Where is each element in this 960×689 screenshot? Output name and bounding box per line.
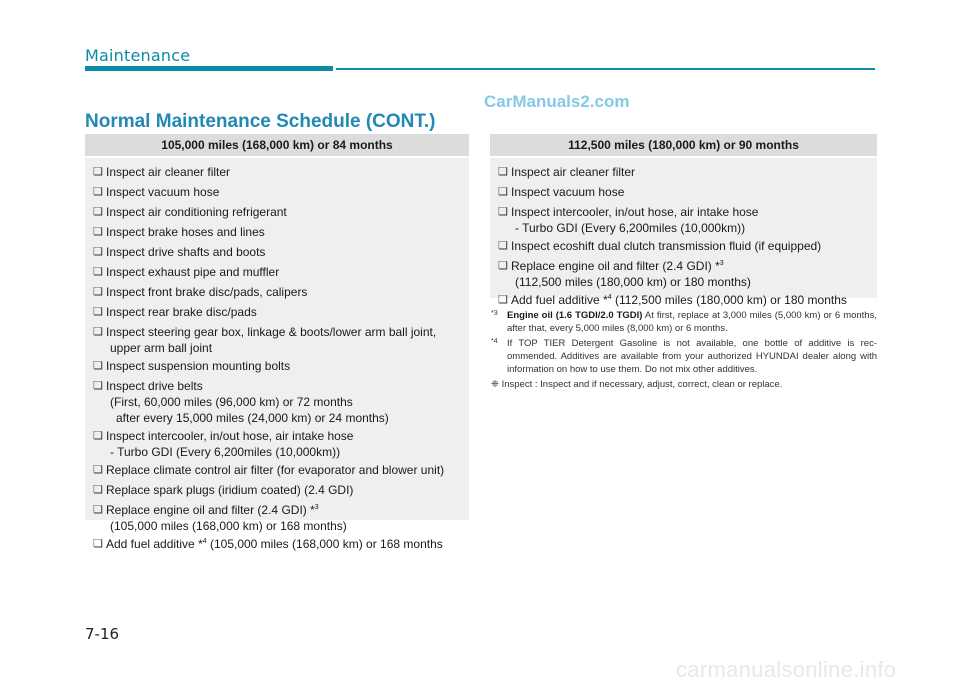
checkbox-icon: ❏: [93, 226, 103, 238]
checkbox-icon: ❏: [498, 240, 508, 252]
list-item: ❏ Replace climate control air filter (for evaporator and blower unit): [85, 460, 469, 480]
checkbox-icon: ❏: [93, 246, 103, 258]
list-item: ❏ Inspect vacuum hose: [490, 182, 877, 202]
list-item: ❏ Inspect drive shafts and boots: [85, 242, 469, 262]
list-item: ❏ Inspect suspension mounting bolts: [85, 356, 469, 376]
schedule-heading: 112,500 miles (180,000 km) or 90 months: [490, 134, 877, 158]
checkbox-icon: ❏: [93, 266, 103, 278]
list-item: ❏ Add fuel additive *$^4$ (105,000 miles (168,000 km) or 168 months: [85, 534, 469, 554]
footnotes: [491, 309, 877, 391]
page-number: 7-16: [85, 625, 120, 643]
checkbox-icon: ❏: [498, 294, 508, 306]
list-item: ❏ Inspect intercooler, in/out hose, air intake hose - Turbo GDI (Every 6,200miles (10,000km)): [498, 205, 759, 235]
footnote-4: *4 If TOP TIER Detergent Gasoline is not available, one bottle of additive is rec-ommended. Additives are available from your authorized HYUNDAI dealer along with information on how to use them. Do not mix other additives.: [491, 338, 877, 375]
watermark-top: CarManuals2.com: [484, 92, 630, 111]
list-item: ❏ Replace engine oil and filter (2.4 GDI) *$^3$ (105,000 miles (168,000 km) or 168 months): [93, 503, 347, 533]
checkbox-icon: ❏: [93, 504, 103, 516]
header-rule-thick: [85, 66, 333, 71]
checkbox-icon: ❏: [93, 380, 103, 392]
list-item: ❏ Inspect steering gear box, linkage & boots/lower arm ball joint, upper arm ball joint: [93, 325, 437, 355]
checkbox-icon: ❏: [93, 186, 103, 198]
checkbox-icon: ❏: [498, 166, 508, 178]
list-item: ❏ Inspect brake hoses and lines: [85, 222, 469, 242]
checkbox-icon: ❏: [93, 538, 103, 550]
header-rule-thin: [336, 68, 875, 70]
checkbox-icon: ❏: [93, 326, 103, 338]
watermark-bottom: carmanualsonline.info: [676, 657, 897, 682]
inspect-note: ❈ Inspect : Inspect and if necessary, adjust, correct, clean or replace.: [491, 379, 783, 390]
list-item: ❏ Inspect air cleaner filter: [490, 162, 877, 182]
footnote-mark: *4: [491, 338, 498, 345]
list-item: ❏ Inspect front brake disc/pads, calipers: [85, 282, 469, 302]
section-label: Maintenance: [85, 46, 191, 65]
checkbox-icon: ❏: [93, 360, 103, 372]
checkbox-icon: ❏: [498, 186, 508, 198]
list-item: ❏ Inspect ecoshift dual clutch transmission fluid (if equipped): [490, 236, 877, 256]
checkbox-icon: ❏: [93, 430, 103, 442]
checklist: [85, 158, 469, 554]
list-item: ❏ Inspect air cleaner filter: [85, 162, 469, 182]
checkbox-icon: ❏: [93, 484, 103, 496]
schedule-box-112500: [490, 134, 877, 307]
checkbox-icon: ❏: [93, 464, 103, 476]
list-item: ❏ Inspect intercooler, in/out hose, air intake hose - Turbo GDI (Every 6,200miles (10,000km)): [93, 429, 354, 459]
checklist: [490, 158, 877, 310]
list-item: ❏ Replace spark plugs (iridium coated) (2.4 GDI): [85, 480, 469, 500]
checkbox-icon: ❏: [498, 260, 508, 272]
list-item: ❏ Inspect rear brake disc/pads: [85, 302, 469, 322]
list-item: ❏ Add fuel additive *$^4$ (112,500 miles (180,000 km) or 180 months: [490, 290, 877, 310]
schedule-box-105000: [85, 134, 469, 551]
schedule-heading: 105,000 miles (168,000 km) or 84 months: [85, 134, 469, 158]
footnote-bold: Engine oil (1.6 TGDI/2.0 TGDI): [507, 310, 643, 321]
list-item: ❏ Inspect drive belts (First, 60,000 miles (96,000 km) or 72 months after every 15,000 miles (24,000 km) or 24 months): [93, 379, 389, 425]
checkbox-icon: ❏: [93, 286, 103, 298]
list-item: ❏ Inspect air conditioning refrigerant: [85, 202, 469, 222]
checkbox-icon: ❏: [498, 206, 508, 218]
checkbox-icon: ❏: [93, 206, 103, 218]
checkbox-icon: ❏: [93, 306, 103, 318]
footnote-mark: *3: [491, 310, 498, 317]
checkbox-icon: ❏: [93, 166, 103, 178]
list-item: ❏ Replace engine oil and filter (2.4 GDI) *$^3$ (112,500 miles (180,000 km) or 180 months): [498, 259, 751, 289]
page-title: Normal Maintenance Schedule (CONT.): [85, 111, 436, 132]
list-item: ❏ Inspect exhaust pipe and muffler: [85, 262, 469, 282]
list-item: ❏ Inspect vacuum hose: [85, 182, 469, 202]
footnote-3: *3 Engine oil (1.6 TGDI/2.0 TGDI) At first, replace at 3,000 miles (5,000 km) or 6 months, after that, every 5,000 miles (8,000 km) or 6 months.: [491, 310, 877, 334]
